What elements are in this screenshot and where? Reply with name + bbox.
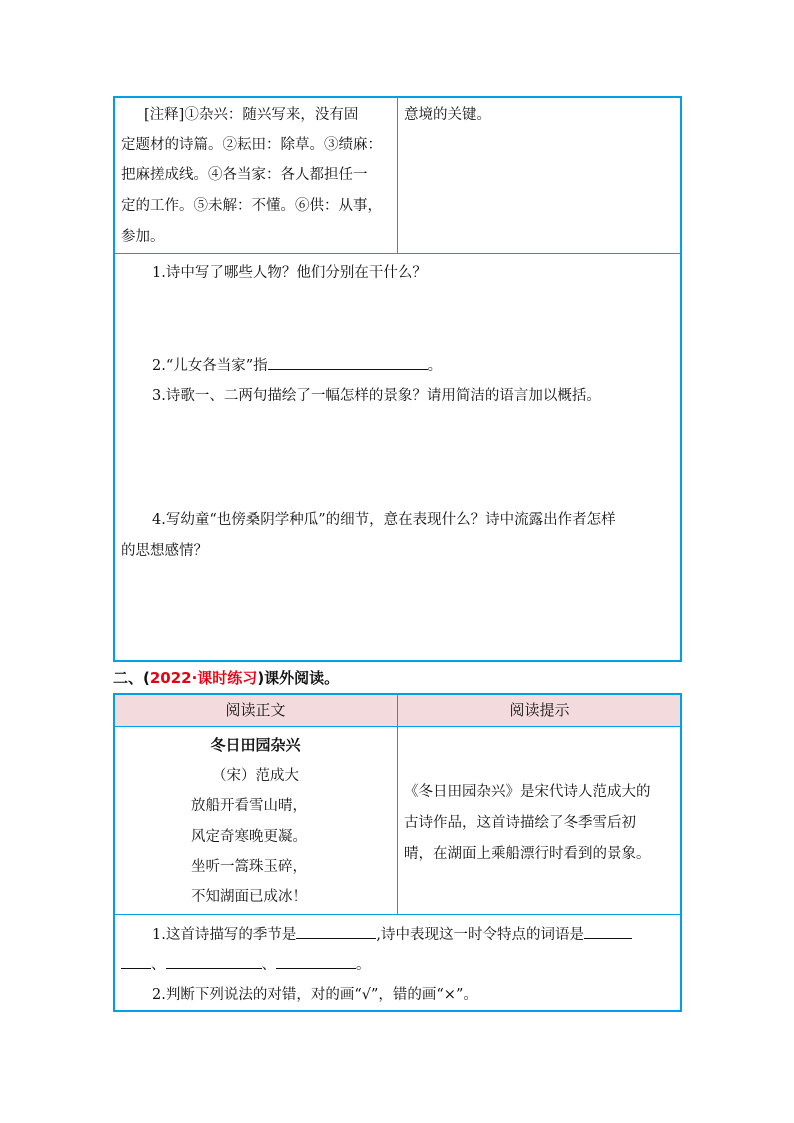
heading-source: 2022·课时练习 — [149, 669, 258, 687]
part2-question-1-line-1 — [152, 922, 632, 947]
table-1-row-divider — [114, 253, 681, 254]
table-2-row-divider — [114, 914, 681, 915]
table-2-column-divider — [397, 694, 398, 914]
question-2-text: 2.“儿女各当家”指 — [152, 358, 268, 374]
answer-blank[interactable] — [268, 353, 428, 370]
right-note: 意境的关键。 — [404, 107, 491, 123]
question-4-line-2: 的思想感情？ — [121, 543, 208, 559]
annotation-line: 定题材的诗篇。②耘田：除草。③绩麻： — [121, 137, 382, 153]
question-3: 3.诗歌一、二两句描绘了一幅怎样的景象？请用简洁的语言加以概括。 — [152, 388, 601, 404]
q1-end: 。 — [356, 957, 371, 973]
poem-line: 坐听一篙珠玉碎， — [191, 859, 307, 875]
answer-blank-season[interactable] — [296, 922, 376, 939]
part2-question-1-line-2 — [121, 952, 371, 977]
separator: 、 — [261, 957, 276, 973]
question-1: 1.诗中写了哪些人物？他们分别在干什么？ — [152, 265, 427, 281]
hint-line: 晴，在湖面上乘船漂行时看到的景象。 — [404, 846, 651, 862]
question-2-end: 。 — [427, 358, 443, 374]
annotation-line: [注释]①杂兴：随兴写来，没有固 — [144, 107, 359, 123]
poem-line: 风定奇寒晚更凝。 — [191, 829, 307, 845]
table-2-header-divider — [114, 726, 681, 727]
column-header-reading-text: 阅读正文 — [225, 701, 286, 719]
question-4-line-1: 4.写幼童“也傍桑阴学种瓜”的细节，意在表现什么？诗中流露出作者怎样 — [152, 512, 616, 528]
hint-line: 古诗作品，这首诗描绘了冬季雪后初 — [404, 815, 636, 831]
part2-question-2: 2.判断下列说法的对错，对的画“√”，错的画“×”。 — [152, 987, 478, 1003]
answer-blank-word-1b[interactable] — [121, 952, 151, 969]
answer-blank-word-1a[interactable] — [584, 922, 632, 939]
annotation-line: 定的工作。⑤未解：不懂。⑥供：从事， — [121, 198, 382, 214]
heading-prefix: 二、( — [113, 669, 150, 687]
section-heading — [113, 666, 339, 690]
table-1-column-divider — [397, 97, 398, 253]
q1-text-mid: ,诗中表现这一时令特点的词语是 — [376, 927, 584, 943]
poem-title: 冬日田园杂兴 — [210, 736, 301, 754]
annotation-line: 把麻搓成线。④各当家：各人都担任一 — [121, 167, 368, 183]
q1-text: 1.这首诗描写的季节是 — [152, 927, 297, 943]
heading-suffix: )课外阅读。 — [257, 669, 340, 687]
poem-line: 放船开看雪山晴， — [191, 798, 307, 814]
answer-blank-word-3[interactable] — [276, 952, 356, 969]
column-header-reading-hint: 阅读提示 — [509, 701, 570, 719]
poem-author: （宋）范成大 — [212, 768, 299, 784]
question-2 — [152, 353, 442, 378]
annotation-line: 参加。 — [121, 229, 165, 245]
poem-line: 不知湖面已成冰！ — [191, 889, 307, 905]
hint-line: 《冬日田园杂兴》是宋代诗人范成大的 — [404, 784, 651, 800]
separator: 、 — [151, 957, 166, 973]
answer-blank-word-2[interactable] — [166, 952, 262, 969]
